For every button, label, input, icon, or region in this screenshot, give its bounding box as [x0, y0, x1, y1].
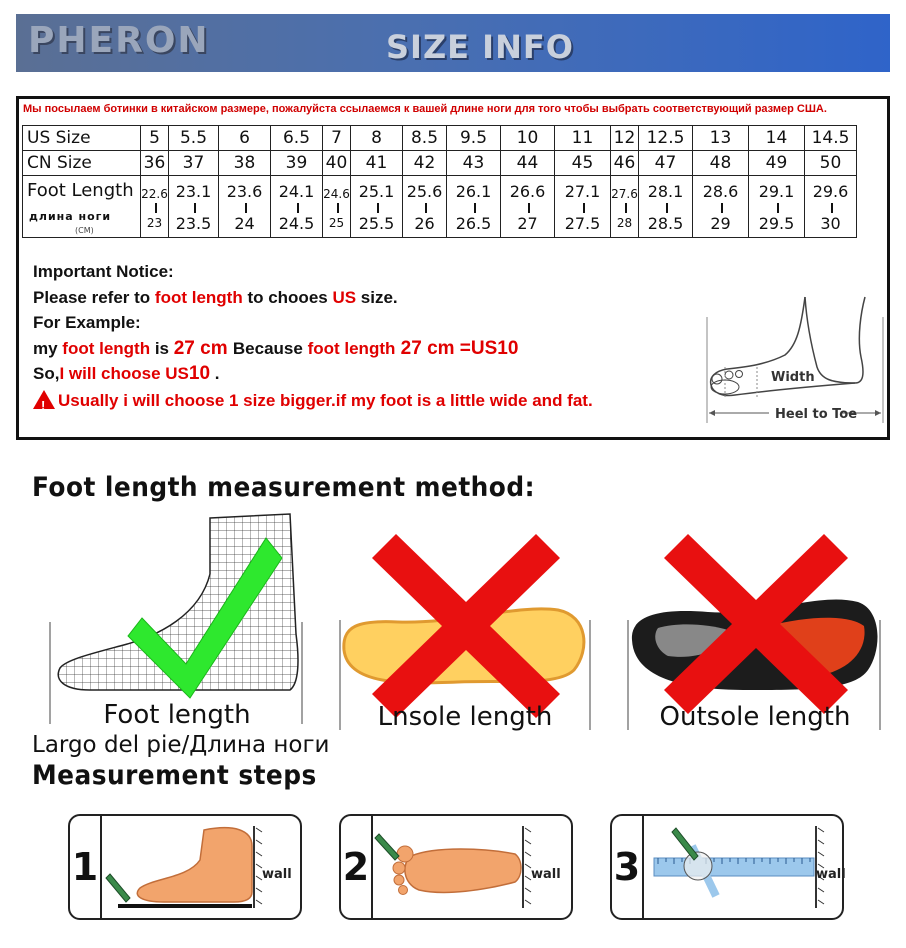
notice-heading: Important Notice: [33, 262, 174, 281]
steps-title: Measurement steps [32, 760, 317, 791]
cn-size-cell: 39 [271, 151, 323, 176]
foot-length-from: 24.1 [278, 181, 315, 201]
step-2-illustration [375, 816, 571, 918]
foot-length-cell [403, 176, 447, 238]
foot-length-from: 28.6 [702, 181, 739, 201]
foot-length-cell [805, 176, 857, 238]
foot-length-from: 26.1 [455, 181, 492, 201]
cn-size-cell: 45 [555, 151, 611, 176]
cn-size-cell: 42 [403, 151, 447, 176]
foot-length-cell [141, 176, 169, 238]
us-size-cell: 13 [693, 126, 749, 151]
size-chart [16, 96, 890, 440]
foot-outline-diagram [705, 297, 885, 423]
foot-length-cell [501, 176, 555, 238]
foot-length-from: 27.6 [611, 186, 638, 201]
outsole-image [628, 530, 882, 730]
pencil-icon [375, 834, 399, 860]
us-size-cell: 11 [555, 126, 611, 151]
us-size-cell: 5.5 [169, 126, 219, 151]
cn-size-cell: 48 [693, 151, 749, 176]
foot-length-unit: (CM) [75, 225, 94, 235]
foot-length-from: 26.6 [509, 181, 546, 201]
us-size-cell: 12 [611, 126, 639, 151]
cn-size-cell: 46 [611, 151, 639, 176]
step-1-illustration [104, 816, 300, 918]
size-table [22, 125, 857, 238]
foot-length-from: 29.1 [758, 181, 795, 201]
foot-length-from: 29.6 [812, 181, 849, 201]
foot-length-cell [749, 176, 805, 238]
cn-size-cell: 49 [749, 151, 805, 176]
foot-length-cell [169, 176, 219, 238]
us-size-cell: 6 [219, 126, 271, 151]
cn-size-cell: 36 [141, 151, 169, 176]
banner-title: SIZE INFO [386, 28, 574, 66]
cn-size-row [23, 151, 857, 176]
us-size-cell: 14.5 [805, 126, 857, 151]
notice-line-4: So,I will choose US10 . [33, 363, 220, 384]
foot-length-from: 28.1 [647, 181, 684, 201]
foot-length-subtitle: Largo del pie/Длина ноги [32, 732, 330, 758]
foot-length-to: 23 [146, 215, 163, 230]
foot-length-cell [271, 176, 323, 238]
step-number: 3 [612, 816, 644, 918]
chart-note: Мы посылаем ботинки в китайском размере, пожалуйста ссылаемся к вашей длине ноги для того чтобы выбрать соответствующий размер США. [23, 103, 827, 115]
foot-length-row [23, 176, 857, 238]
notice-line-1: Please refer to foot length to chooes US size. [33, 287, 398, 307]
cn-size-cell: 44 [501, 151, 555, 176]
foot-length-from: 22.6 [141, 186, 168, 201]
foot-length-to: 27 [517, 213, 538, 233]
step-3 [610, 814, 844, 920]
us-size-cell: 10 [501, 126, 555, 151]
wall-label: wall [262, 867, 292, 882]
foot-length-label: Foot Length [27, 179, 134, 201]
foot-length-cell [639, 176, 693, 238]
step-number: 2 [341, 816, 373, 918]
notice-warning: !Usually i will choose 1 size bigger.if my foot is a little wide and fat. [33, 387, 593, 414]
foot-length-cell [323, 176, 351, 238]
foot-length-to: 30 [820, 213, 841, 233]
brand-logo: PHERON [28, 20, 210, 61]
pencil-icon [672, 828, 698, 860]
foot-length-to: 25 [328, 215, 345, 230]
warning-icon [33, 390, 55, 409]
foot-mesh-image [50, 514, 304, 724]
foot-length-from: 23.6 [226, 181, 263, 201]
panel-insole-length [338, 530, 592, 730]
pencil-icon [106, 874, 130, 902]
step-1 [68, 814, 302, 920]
foot-length-to: 25.5 [358, 213, 395, 233]
foot-length-cell [611, 176, 639, 238]
foot-length-from: 25.1 [358, 181, 395, 201]
insole-image [338, 530, 592, 730]
us-size-cell: 5 [141, 126, 169, 151]
foot-length-to: 28.5 [647, 213, 684, 233]
method-title: Foot length measurement method: [32, 472, 535, 503]
cn-size-cell: 47 [639, 151, 693, 176]
foot-length-cell [219, 176, 271, 238]
foot-length-to: 27.5 [564, 213, 601, 233]
step-number: 1 [70, 816, 102, 918]
us-size-header: US Size [23, 126, 141, 151]
foot-length-cell [555, 176, 611, 238]
cn-size-cell: 50 [805, 151, 857, 176]
us-size-cell: 7 [323, 126, 351, 151]
wall-label: wall [531, 867, 561, 882]
cn-size-cell: 38 [219, 151, 271, 176]
foot-length-header [23, 176, 141, 238]
foot-length-to: 26 [414, 213, 435, 233]
panel-foot-length [50, 514, 304, 730]
header-banner [16, 14, 890, 72]
heel-to-toe-label: Heel to Toe [775, 407, 858, 422]
foot-length-to: 29 [710, 213, 731, 233]
us-size-cell: 8 [351, 126, 403, 151]
foot-length-to: 26.5 [455, 213, 492, 233]
foot-length-from: 25.6 [406, 181, 443, 201]
foot-length-label-ru: длина ноги [29, 209, 112, 223]
panel-outsole-length [628, 530, 882, 730]
cn-size-cell: 41 [351, 151, 403, 176]
foot-length-to: 28 [616, 215, 633, 230]
panel-label-outsole: Outsole length [659, 702, 851, 732]
foot-length-from: 24.6 [323, 186, 350, 201]
foot-length-cell [693, 176, 749, 238]
step-3-illustration [646, 816, 846, 918]
foot-length-from: 23.1 [175, 181, 212, 201]
cn-size-cell: 40 [323, 151, 351, 176]
foot-length-from: 27.1 [564, 181, 601, 201]
foot-length-to: 24.5 [278, 213, 315, 233]
cn-size-cell: 43 [447, 151, 501, 176]
us-size-cell: 6.5 [271, 126, 323, 151]
panel-label-foot: Foot length [103, 700, 251, 730]
wall-label: wall [816, 867, 846, 882]
cn-size-cell: 37 [169, 151, 219, 176]
ruler-icon [654, 858, 814, 876]
foot-length-cell [447, 176, 501, 238]
us-size-cell: 8.5 [403, 126, 447, 151]
foot-length-to: 23.5 [175, 213, 212, 233]
us-size-cell: 14 [749, 126, 805, 151]
us-size-cell: 12.5 [639, 126, 693, 151]
step-2 [339, 814, 573, 920]
notice-example: For Example: [33, 313, 141, 332]
us-size-cell: 9.5 [447, 126, 501, 151]
foot-length-to: 24 [234, 213, 255, 233]
width-label: Width [771, 370, 815, 385]
important-notice [33, 259, 593, 413]
us-size-row [23, 126, 857, 151]
foot-length-to: 29.5 [758, 213, 795, 233]
foot-length-cell [351, 176, 403, 238]
notice-line-3: my foot length is 27 cm Because foot length 27 cm =US10 [33, 337, 519, 359]
cn-size-header: CN Size [23, 151, 141, 176]
panel-label-insole: Lnsole length [377, 702, 553, 732]
